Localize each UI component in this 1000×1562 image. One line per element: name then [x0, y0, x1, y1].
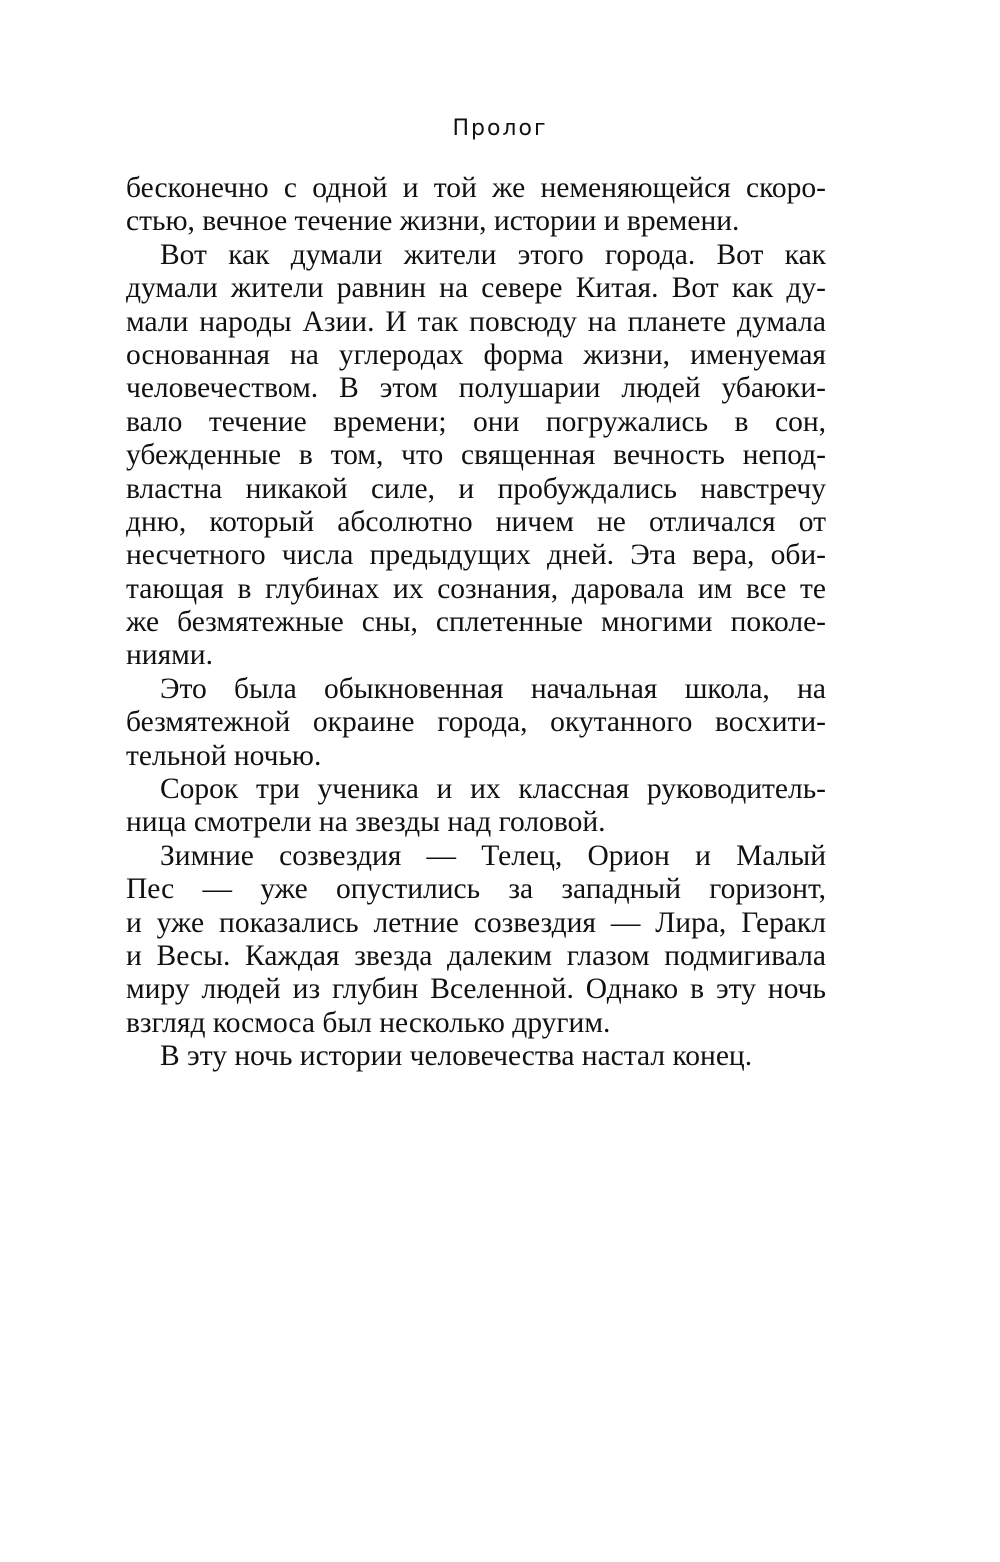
text-line: Пес — уже опустились за западный горизонт, — [126, 873, 826, 906]
text-line: основанная на углеродах форма жизни, именуемая — [126, 338, 826, 371]
text-line: вало течение времени; они погружались в сон, — [126, 405, 826, 438]
text-line: Это была обыкновенная начальная школа, на — [160, 672, 826, 705]
text-line: дню, который абсолютно ничем не отличался от — [126, 505, 826, 538]
text-line: тельной ночью. — [126, 739, 322, 772]
text-line: же безмятежные сны, сплетенные многими поколе- — [126, 606, 826, 639]
text-line: человечеством. В этом полушарии людей убаюки- — [126, 372, 826, 405]
text-line: и Весы. Каждая звезда далеким глазом подмигивала — [126, 939, 826, 972]
text-line: бесконечно с одной и той же неменяющейся скоро- — [126, 172, 826, 204]
body-text — [126, 172, 826, 1074]
text-line: взгляд космоса был несколько другим. — [126, 1006, 611, 1039]
text-line: властна никакой силе, и пробуждались навстречу — [126, 472, 826, 505]
text-line: ниями. — [126, 639, 213, 672]
running-head: Пролог — [452, 116, 548, 141]
text-line: и уже показались летние созвездия — Лира, Геракл — [126, 906, 826, 939]
paragraph — [126, 673, 826, 773]
text-line: стью, вечное течение жизни, истории и времени. — [126, 205, 740, 238]
paragraph — [126, 1040, 826, 1073]
paragraph — [126, 172, 826, 239]
paragraph — [126, 773, 826, 840]
text-line: Зимние созвездия — Телец, Орион и Малый — [160, 839, 826, 872]
text-line: безмятежной окраине города, окутанного восхити- — [126, 706, 826, 739]
text-line: думали жители равнин на севере Китая. Вот как ду- — [126, 272, 826, 305]
text-line: тающая в глубинах их сознания, даровала им все те — [126, 572, 826, 605]
text-line: В эту ночь истории человечества настал конец. — [160, 1040, 753, 1073]
text-line: несчетного числа предыдущих дней. Эта вера, оби- — [126, 539, 826, 572]
paragraph — [126, 840, 826, 1040]
text-line: ница смотрели на звезды над головой. — [126, 806, 606, 839]
text-line: миру людей из глубин Вселенной. Однако в эту ночь — [126, 973, 826, 1006]
paragraph — [126, 239, 826, 673]
text-line: убежденные в том, что священная вечность непод- — [126, 439, 826, 472]
text-line: Вот как думали жители этого города. Вот как — [160, 238, 826, 271]
text-line: мали народы Азии. И так повсюду на планете думала — [126, 305, 826, 338]
text-line: Сорок три ученика и их классная руководитель- — [160, 773, 826, 806]
